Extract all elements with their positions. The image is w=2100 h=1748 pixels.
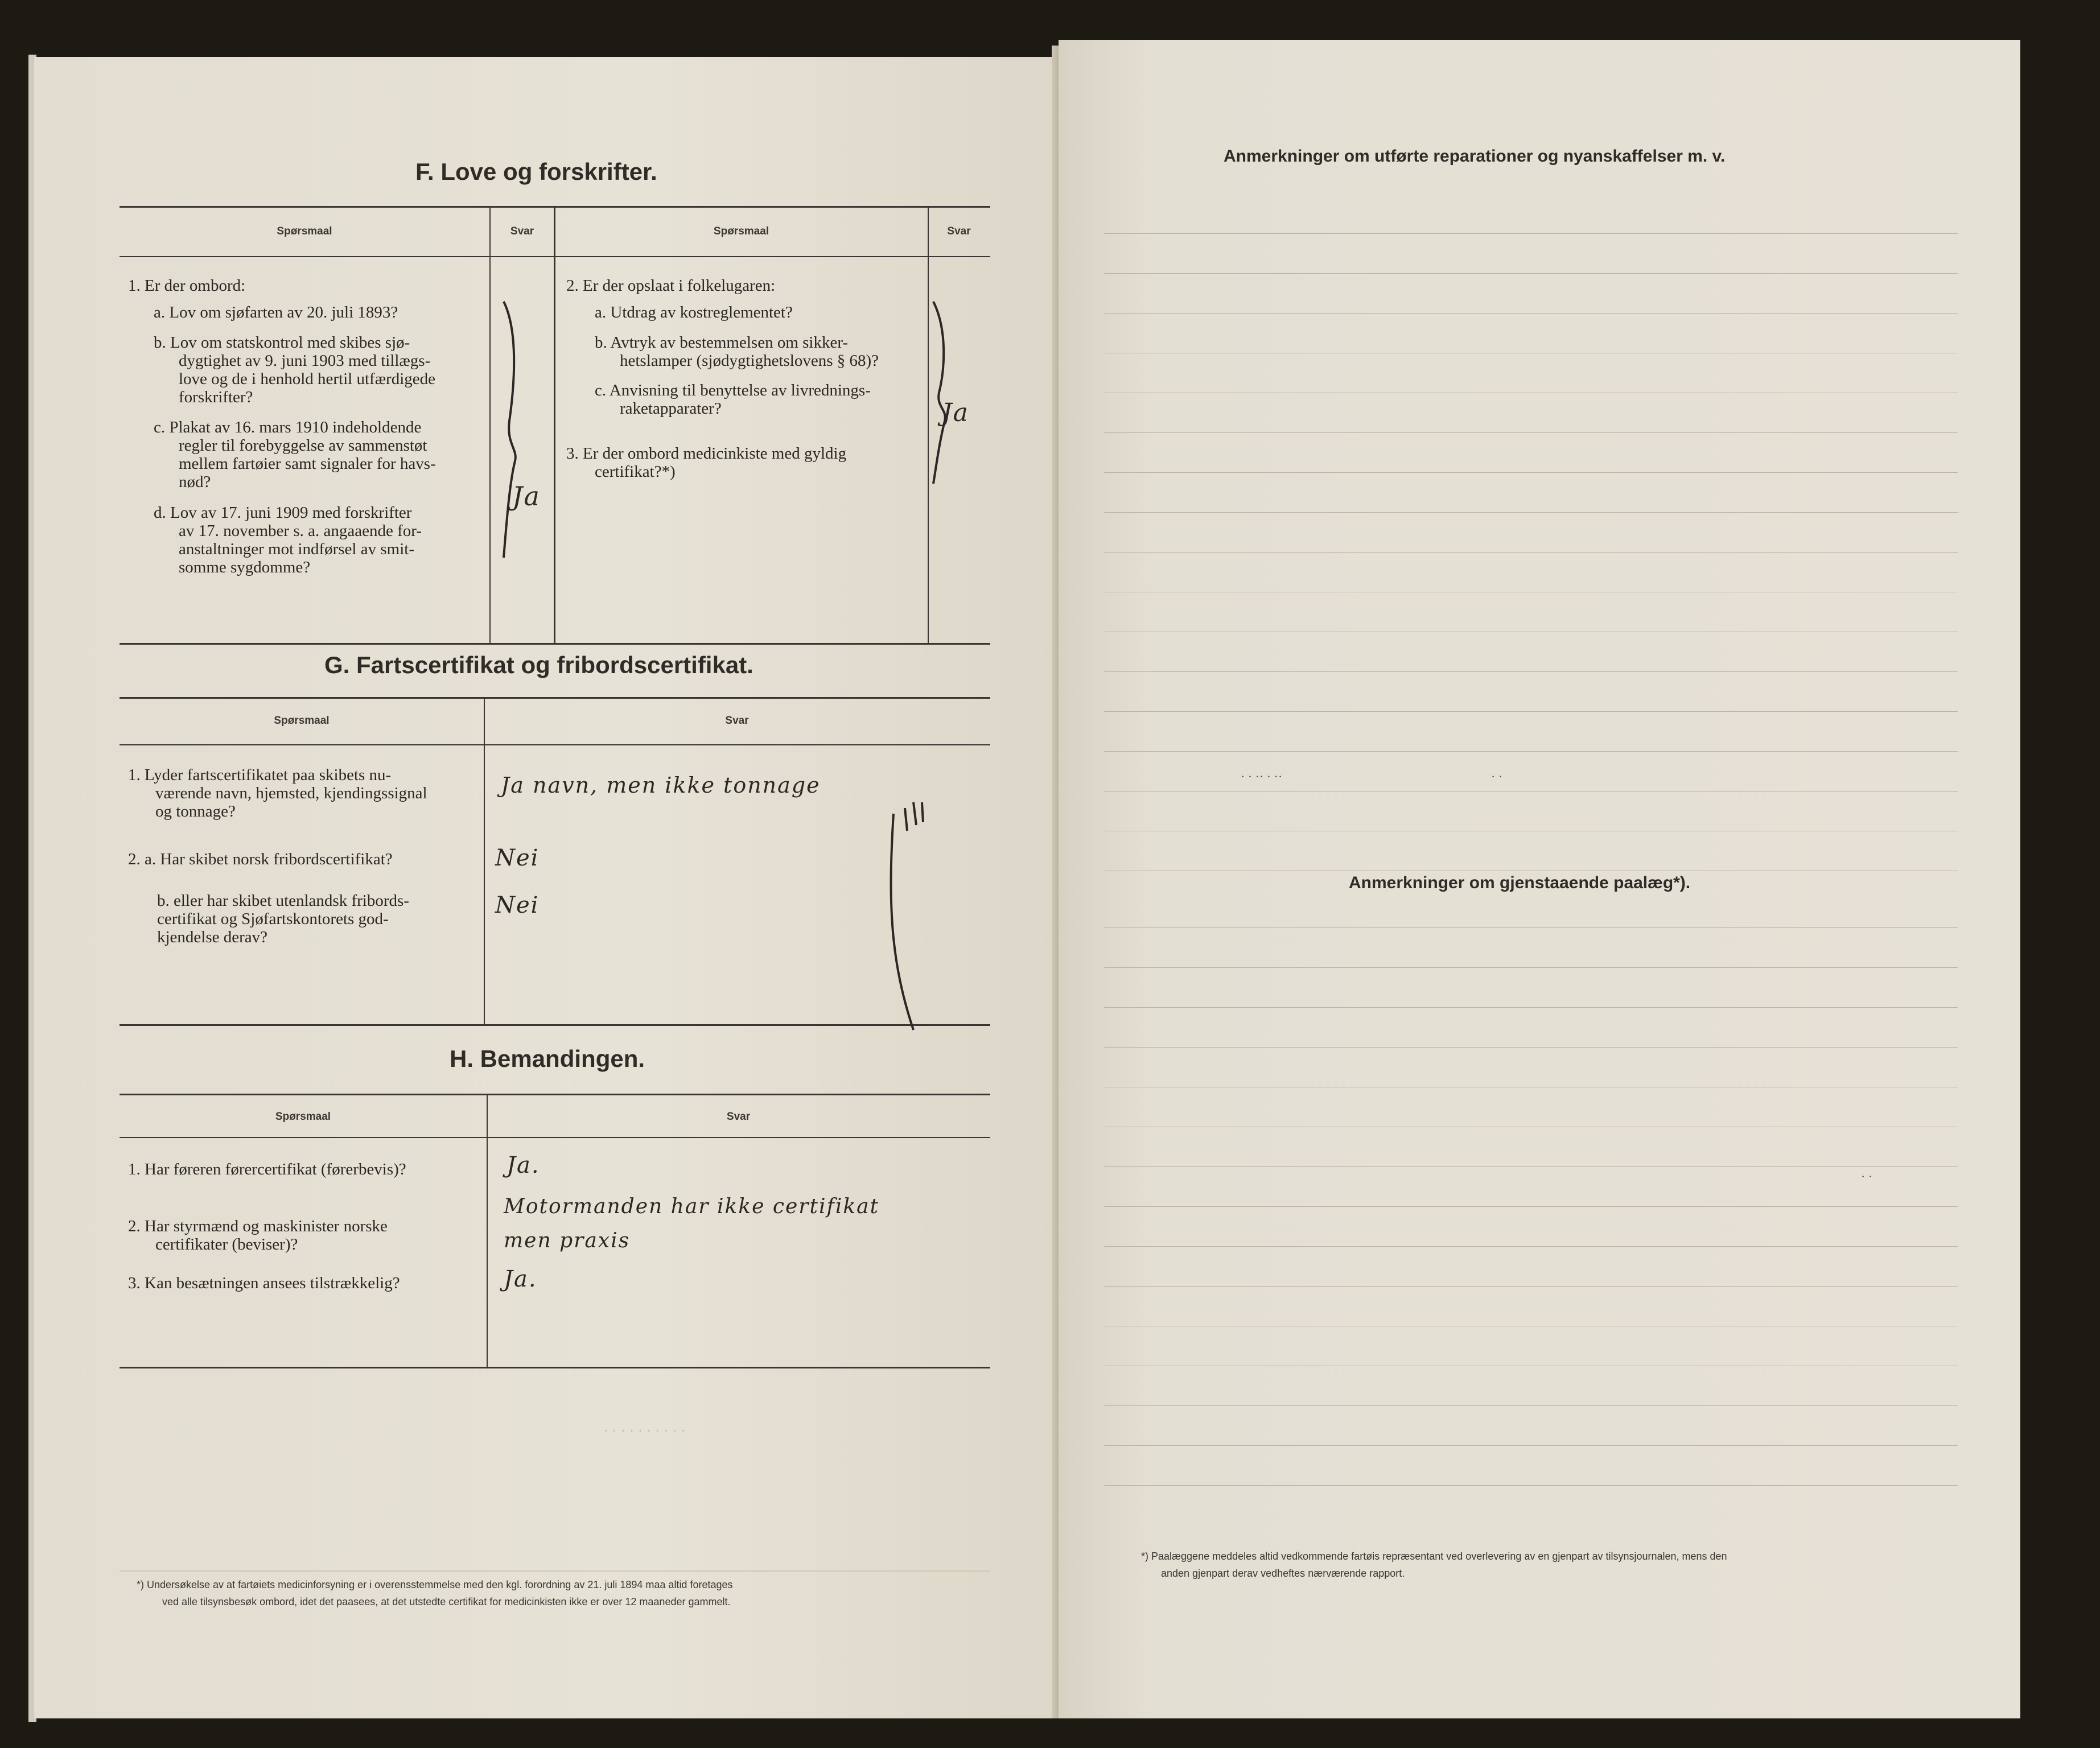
ink-speck: · · — [1491, 769, 1503, 784]
answer-h1-handwritten: Ja. — [507, 1152, 540, 1178]
table-h-col-answer: Svar — [726, 1111, 751, 1123]
question-h3: 3. Kan besætningen ansees tilstrækkelig? — [128, 1274, 400, 1292]
answer-f2-handwritten: Ja — [942, 398, 969, 427]
question-g2a: 2. a. Har skibet norsk fribordscertifikat? — [128, 850, 393, 868]
question-h2-line: 2. Har styrmænd og maskinister norske — [128, 1217, 388, 1235]
ruled-line — [1104, 751, 1958, 752]
table-f-divider — [489, 206, 491, 643]
ruled-line — [1104, 1166, 1958, 1167]
answer-h2-handwritten: Motormanden har ikke certifikat — [504, 1195, 880, 1218]
ruled-line — [1104, 1405, 1958, 1406]
question-g2b-line: certifikat og Sjøfartskontorets god- — [157, 910, 389, 928]
question-f1d-line: somme sygdomme? — [179, 558, 311, 576]
handwritten-brace — [492, 296, 555, 563]
question-g1-line: 1. Lyder fartscertifikatet paa skibets nu- — [128, 766, 392, 784]
question-f3-line: 3. Er der ombord medicinkiste med gyldig — [566, 444, 847, 463]
question-f2b-line: b. Avtryk av bestemmelsen om sikker- — [595, 333, 849, 352]
question-g1-line: værende navn, hjemsted, kjendingssignal — [155, 784, 427, 802]
table-h-divider — [487, 1094, 488, 1367]
question-f1a: a. Lov om sjøfarten av 20. juli 1893? — [154, 303, 398, 321]
ruled-line — [1104, 1485, 1958, 1486]
question-g1-line: og tonnage? — [155, 802, 236, 821]
question-f2: 2. Er der opslaat i folkelugaren: — [566, 277, 776, 295]
section-g-title: G. Fartscertifikat og fribordscertifikat. — [324, 652, 753, 678]
ruled-line — [1104, 472, 1958, 473]
question-h2-line: certifikater (beviser)? — [155, 1235, 298, 1254]
table-h-bottom-rule — [120, 1367, 990, 1368]
ruled-line — [1104, 1047, 1958, 1048]
table-g-divider — [484, 697, 485, 1024]
outstanding-orders-title: Anmerkninger om gjenstaaende paalæg*). — [1349, 873, 1691, 892]
question-f1c-line: c. Plakat av 16. mars 1910 indeholdende — [154, 418, 422, 436]
ruled-line — [1104, 967, 1958, 968]
table-g-header-rule — [120, 744, 990, 745]
answer-f1-handwritten: Ja — [512, 481, 541, 512]
section-f-title: F. Love og forskrifter. — [415, 158, 657, 185]
ink-speck: · · — [1861, 1169, 1873, 1184]
table-f-col-question-right: Spørsmaal — [713, 225, 769, 237]
question-f1c-line: mellem fartøier samt signaler for havs- — [179, 455, 436, 473]
answer-g1-handwritten: Ja navn, men ikke tonnage — [501, 773, 821, 798]
ruled-line — [1104, 711, 1958, 712]
table-h-header-rule — [120, 1137, 990, 1138]
question-h1: 1. Har føreren førercertifikat (førerbevis)? — [128, 1160, 406, 1178]
ruled-line — [1104, 1246, 1958, 1247]
footnote-line: anden gjenpart derav vedheftes nærværende rapport. — [1161, 1568, 1405, 1579]
answer-h3-handwritten: Ja. — [504, 1266, 537, 1292]
footnote-line: ved alle tilsynsbesøk ombord, idet det paasees, at det utstedte certifikat for medicinkisten ikke er over 12 maaneder gammelt. — [162, 1596, 731, 1607]
bleed-through-text: · · · · · · · · · · — [603, 1423, 686, 1439]
section-h-title: H. Bemandingen. — [450, 1045, 645, 1072]
ruled-line — [1104, 1286, 1958, 1287]
question-g2b-line: kjendelse derav? — [157, 928, 268, 946]
table-f-col-question-left: Spørsmaal — [277, 225, 332, 237]
ruled-line — [1104, 233, 1958, 234]
question-f2a: a. Utdrag av kostreglementet? — [595, 303, 793, 321]
question-f1d-line: d. Lov av 17. juni 1909 med forskrifter — [154, 504, 412, 522]
question-f1: 1. Er der ombord: — [128, 277, 246, 295]
table-f-col-answer-left: Svar — [510, 225, 534, 237]
answer-h2-handwritten: men praxis — [504, 1229, 631, 1252]
answer-g2b-handwritten: Nei — [495, 892, 540, 918]
ruled-line — [1104, 432, 1958, 433]
ruled-line — [1104, 927, 1958, 928]
repairs-remarks-title: Anmerkninger om utførte reparationer og nyanskaffelser m. v. — [1224, 147, 1726, 166]
ruled-line — [1104, 671, 1958, 672]
table-h-top-rule — [120, 1094, 990, 1095]
question-f2c-line: raketapparater? — [620, 399, 722, 418]
handwritten-brace — [922, 296, 973, 489]
footnote-line: *) Paalæggene meddeles altid vedkommende fartøis repræsentant ved overlevering av en gjenpart av tilsynsjournalen, mens den — [1141, 1551, 1727, 1562]
question-f1c-line: nød? — [179, 473, 211, 491]
left-page — [34, 57, 1059, 1718]
ruled-line — [1104, 552, 1958, 553]
question-f1c-line: regler til forebyggelse av sammenstøt — [179, 436, 427, 455]
ruled-line — [1104, 1007, 1958, 1008]
table-g-col-question: Spørsmaal — [274, 715, 330, 727]
table-f-col-answer-right: Svar — [947, 225, 971, 237]
question-g2b-line: b. eller har skibet utenlandsk fribords- — [157, 892, 409, 910]
footnote-rule — [120, 1570, 990, 1572]
ruled-line — [1104, 1445, 1958, 1446]
ruled-line — [1104, 273, 1958, 274]
ruled-line — [1104, 1206, 1958, 1207]
right-page — [1059, 40, 2020, 1718]
question-f3-line: certifikat?*) — [595, 463, 676, 481]
footnote-line: *) Undersøkelse av at fartøiets medicinforsyning er i overensstemmelse med den kgl. forordning av 21. juli 1894 maa altid foretages — [137, 1579, 733, 1590]
question-f1b-line: love og de i henhold hertil utfærdigede — [179, 370, 436, 388]
question-f1b-line: b. Lov om statskontrol med skibes sjø- — [154, 333, 410, 352]
table-g-col-answer: Svar — [725, 715, 749, 727]
ruled-line — [1104, 313, 1958, 314]
handwritten-stroke — [859, 791, 928, 1041]
question-f1d-line: av 17. november s. a. angaaende for- — [179, 522, 422, 540]
table-h-col-question: Spørsmaal — [275, 1111, 331, 1123]
question-f2c-line: c. Anvisning til benyttelse av livrednings- — [595, 381, 871, 399]
table-f-bottom-rule — [120, 643, 990, 645]
answer-g2a-handwritten: Nei — [495, 845, 540, 871]
table-g-top-rule — [120, 697, 990, 699]
question-f1b-line: dygtighet av 9. juni 1903 med tillægs- — [179, 352, 431, 370]
question-f1d-line: anstaltninger mot indførsel av smit- — [179, 540, 414, 558]
ink-speck: · · ·· · ·· — [1241, 769, 1283, 784]
question-f1b-line: forskrifter? — [179, 388, 253, 406]
question-f2b-line: hetslamper (sjødygtighetslovens § 68)? — [620, 352, 879, 370]
ruled-line — [1104, 512, 1958, 513]
